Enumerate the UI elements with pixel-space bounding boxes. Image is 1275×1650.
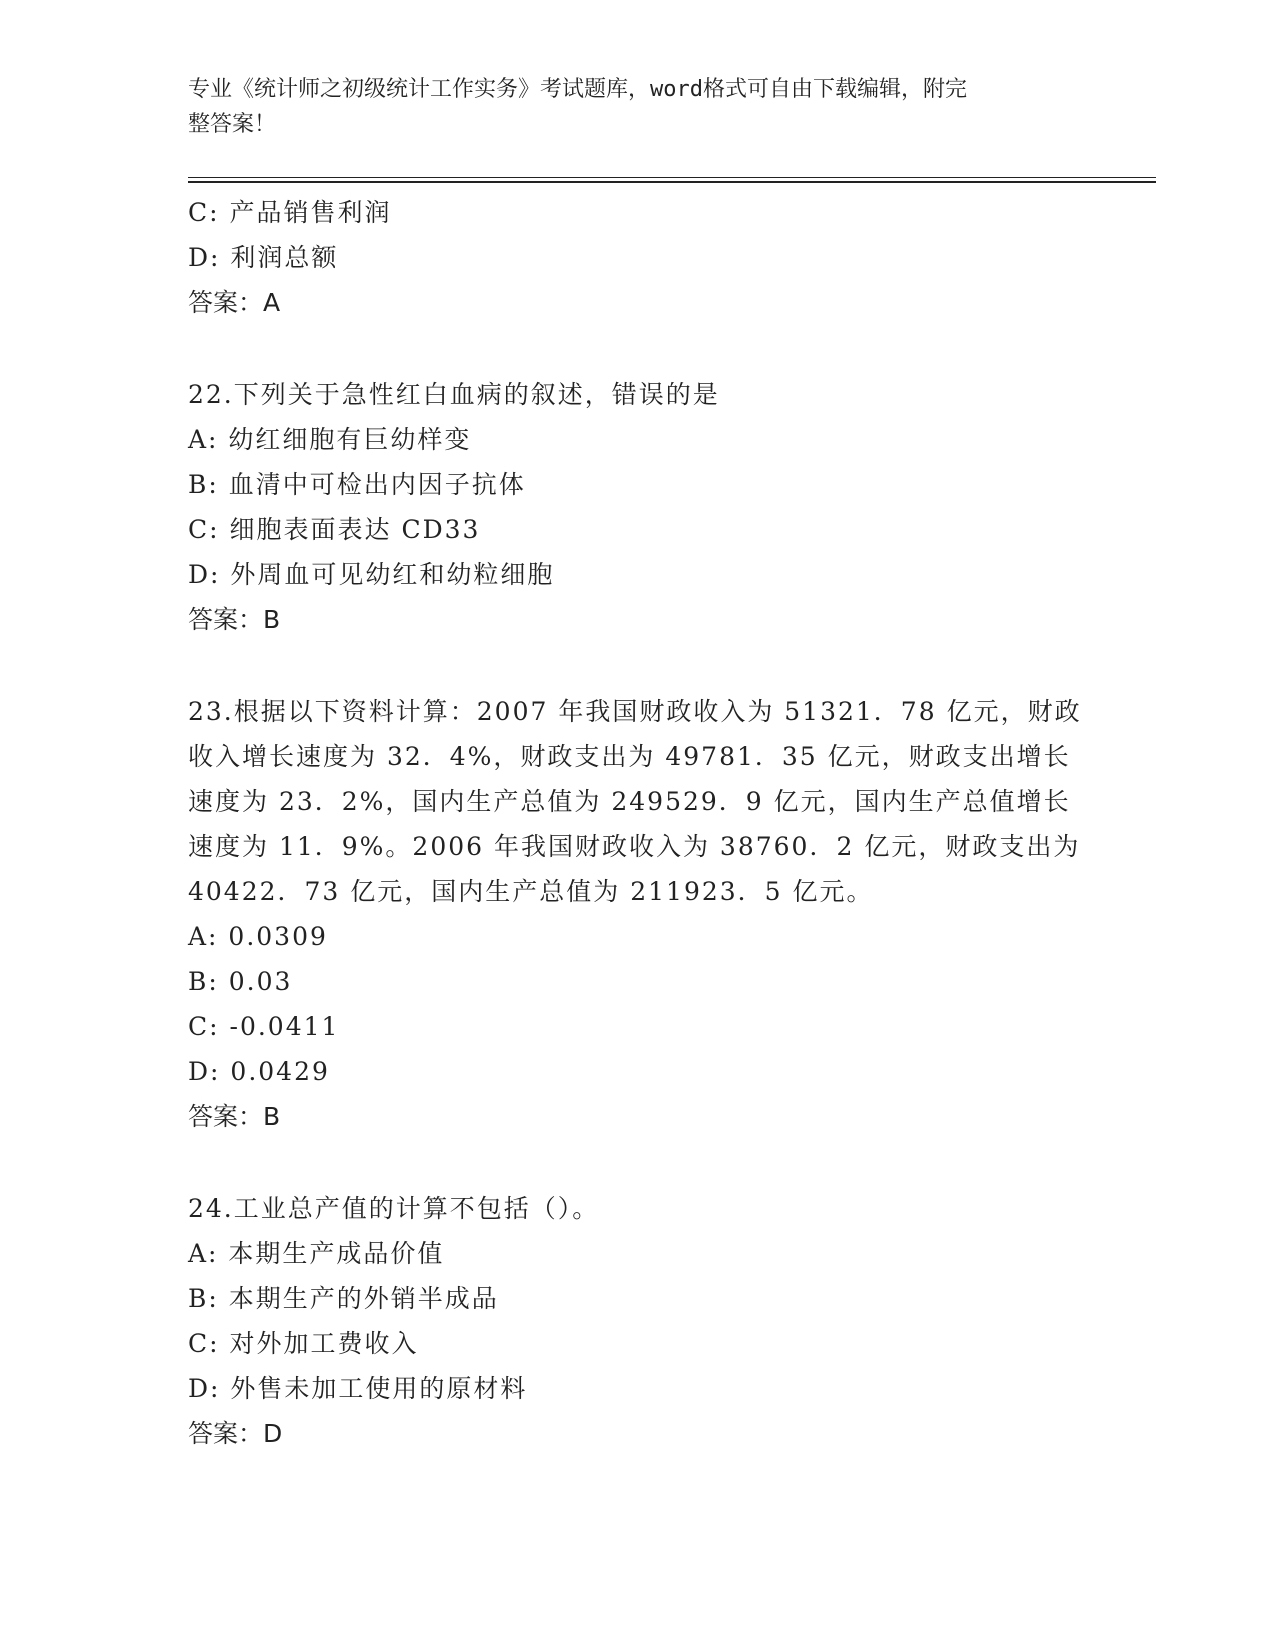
option-c: C: 对外加工费收入 <box>188 1329 419 1358</box>
option-b: B: 血清中可检出内因子抗体 <box>188 470 526 499</box>
option-c: C: -0.0411 <box>188 1012 340 1041</box>
option-d: D: 0.0429 <box>188 1057 330 1086</box>
option-d: D: 利润总额 <box>188 243 339 272</box>
question-21-tail <box>188 190 1088 325</box>
question-23 <box>188 689 1088 1139</box>
option-d: D: 外周血可见幼红和幼粒细胞 <box>188 560 555 589</box>
option-a: A: 本期生产成品价值 <box>188 1239 445 1268</box>
header-divider-thin <box>188 177 1156 178</box>
option-b: B: 本期生产的外销半成品 <box>188 1284 499 1313</box>
question-stem-line: 速度为 23．2%，国内生产总值为 249529．9 亿元，国内生产总值增长 <box>188 787 1071 816</box>
answer-line: 答案：D <box>188 1419 283 1448</box>
option-b: B: 0.03 <box>188 967 293 996</box>
option-a: A: 幼红细胞有巨幼样变 <box>188 425 472 454</box>
question-22 <box>188 372 1088 642</box>
answer-line: 答案：B <box>188 605 281 634</box>
question-stem-line: 速度为 11．9%。2006 年我国财政收入为 38760．2 亿元，财政支出为 <box>188 832 1081 861</box>
answer-line: 答案：A <box>188 288 281 317</box>
question-24 <box>188 1186 1088 1456</box>
question-stem-line: 40422．73 亿元，国内生产总值为 211923．5 亿元。 <box>188 877 874 906</box>
question-stem-line: 23.根据以下资料计算：2007 年我国财政收入为 51321．78 亿元，财政 <box>188 697 1082 726</box>
page-header: 专业《统计师之初级统计工作实务》考试题库，word格式可自由下载编辑，附完 整答案！ <box>188 77 967 137</box>
option-c: C: 产品销售利润 <box>188 198 392 227</box>
question-stem: 24.工业总产值的计算不包括（）。 <box>188 1194 600 1223</box>
answer-line: 答案：B <box>188 1102 281 1131</box>
question-list <box>188 190 1088 1456</box>
option-a: A: 0.0309 <box>188 922 328 951</box>
option-c: C: 细胞表面表达 CD33 <box>188 515 481 544</box>
question-stem-line: 收入增长速度为 32．4%，财政支出为 49781．35 亿元，财政支出增长 <box>188 742 1071 771</box>
header-divider-thick <box>188 181 1156 183</box>
option-d: D: 外售未加工使用的原材料 <box>188 1374 528 1403</box>
question-stem: 22.下列关于急性红白血病的叙述，错误的是 <box>188 380 720 409</box>
